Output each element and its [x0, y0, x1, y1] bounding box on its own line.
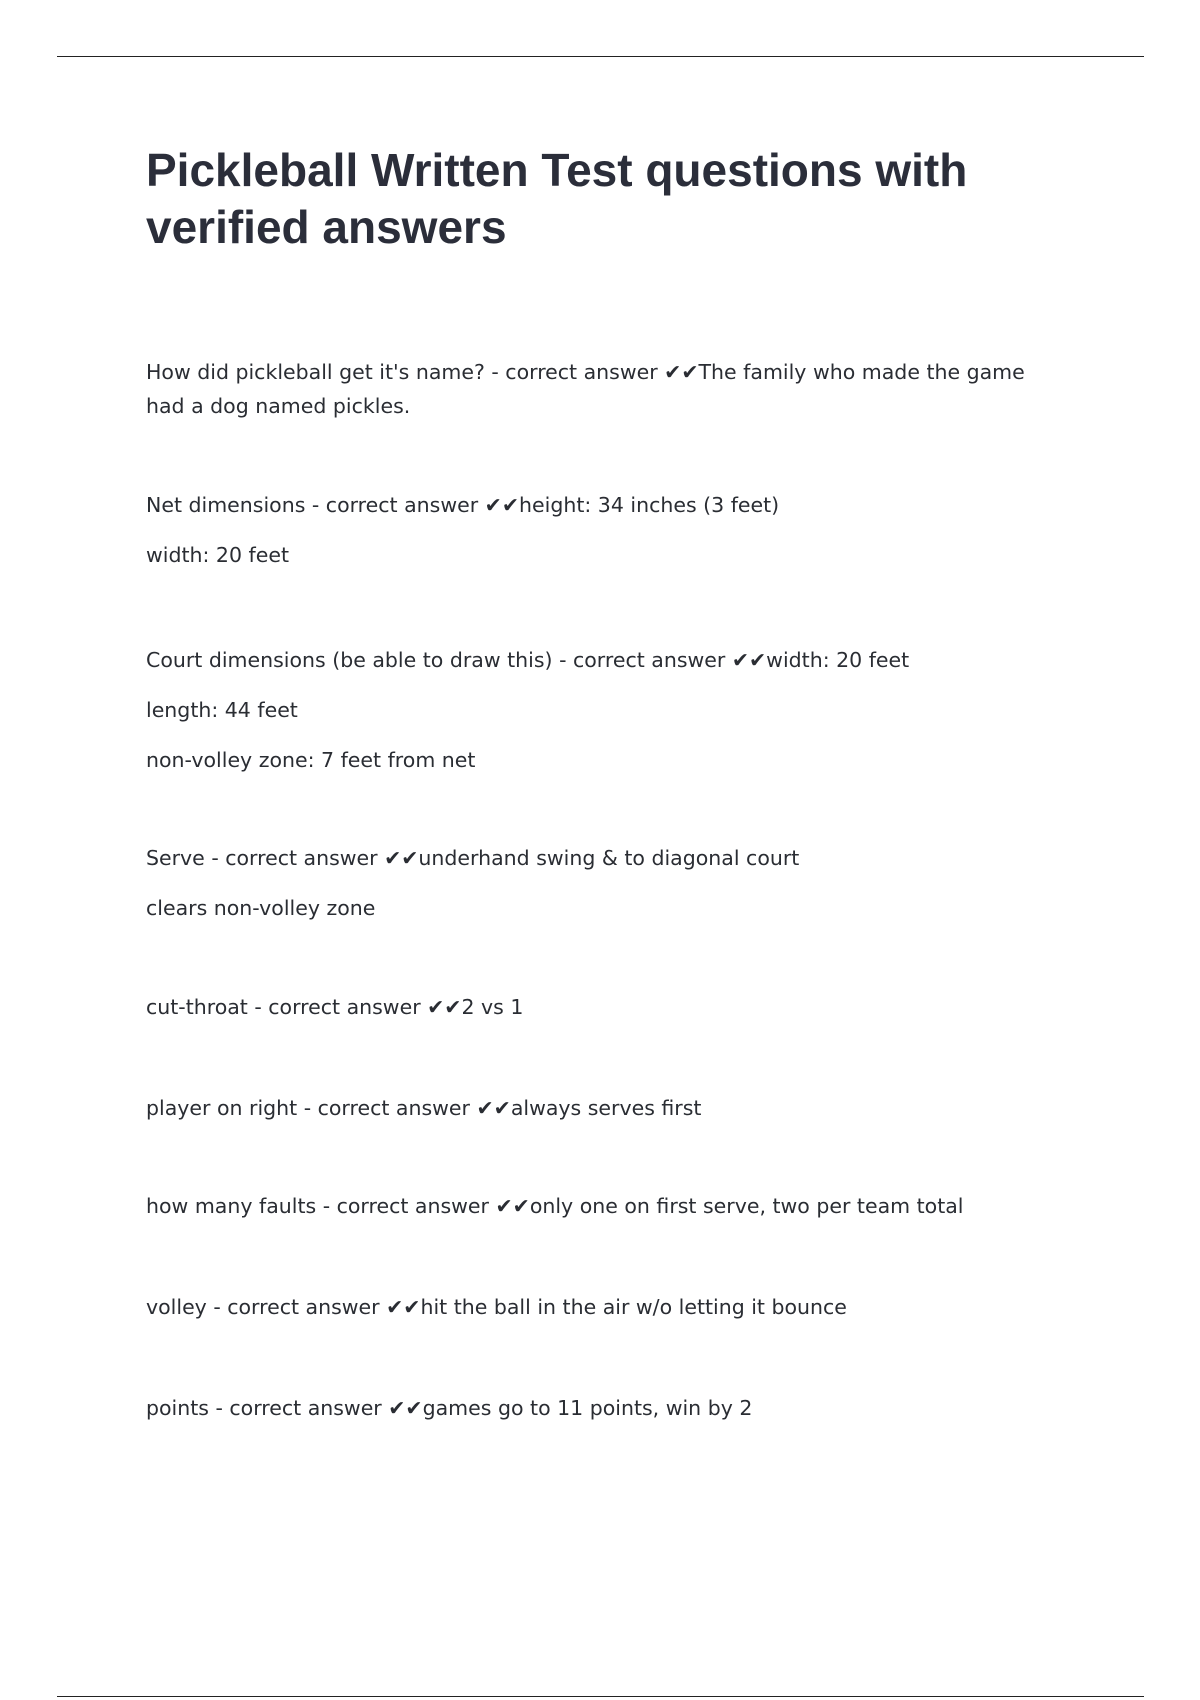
qa-item-net-dimensions: [146, 488, 1066, 572]
qa-text: Net dimensions - correct answer ✔✔height: 34 inches (3 feet): [146, 493, 780, 517]
qa-item-cut-throat: [146, 990, 1066, 1024]
qa-text: points - correct answer ✔✔games go to 11 points, win by 2: [146, 1396, 753, 1420]
qa-item-faults: [146, 1189, 1066, 1223]
qa-text: Serve - correct answer ✔✔underhand swing & to diagonal court: [146, 846, 800, 870]
qa-item-points: [146, 1391, 1066, 1425]
footer-rule: [57, 1696, 1144, 1697]
qa-answer-line: clears non-volley zone: [146, 896, 376, 920]
qa-item-player-on-right: [146, 1091, 1066, 1125]
qa-text: player on right - correct answer ✔✔always serves first: [146, 1096, 702, 1120]
qa-text: how many faults - correct answer ✔✔only one on first serve, two per team total: [146, 1194, 964, 1218]
qa-item-court-dimensions: [146, 643, 1066, 777]
qa-text: volley - correct answer ✔✔hit the ball in the air w/o letting it bounce: [146, 1295, 847, 1319]
qa-answer-line: width: 20 feet: [146, 543, 290, 567]
qa-answer-line: length: 44 feet: [146, 698, 298, 722]
qa-text: Court dimensions (be able to draw this) - correct answer ✔✔width: 20 feet: [146, 648, 910, 672]
qa-text: cut-throat - correct answer ✔✔2 vs 1: [146, 995, 524, 1019]
qa-item-name-origin: [146, 355, 1066, 423]
qa-item-serve: [146, 841, 1066, 925]
qa-text: How did pickleball get it's name? - correct answer ✔✔The family who made the game had a dog named pickles.: [146, 360, 1025, 418]
qa-answer-line: non-volley zone: 7 feet from net: [146, 748, 476, 772]
qa-item-volley: [146, 1290, 1066, 1324]
header-rule: [57, 56, 1144, 57]
document-title: Pickleball Written Test questions with verified answers: [146, 144, 968, 253]
